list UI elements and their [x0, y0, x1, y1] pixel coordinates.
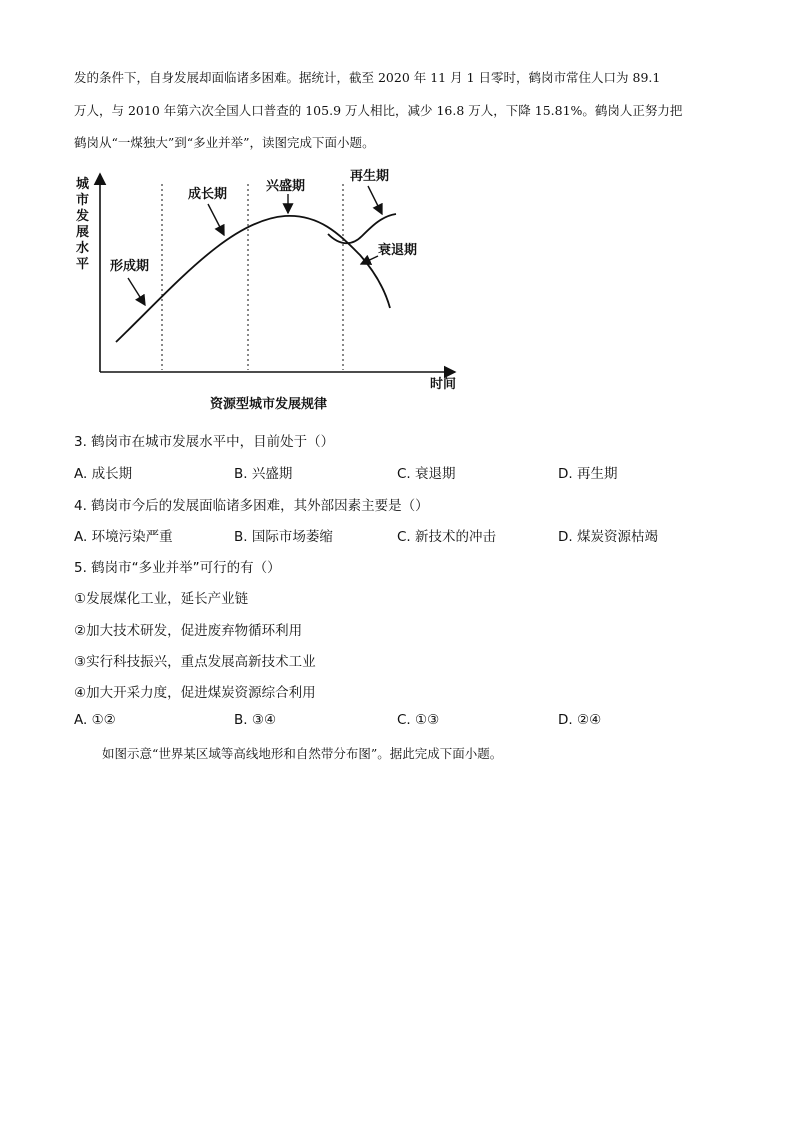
y-axis-label-4: 展	[76, 225, 90, 240]
question-3-option-d[interactable]: D. 再生期	[558, 466, 618, 482]
question-4-stem: 4. 鹤岗市今后的发展面临诸多困难，其外部因素主要是（）	[74, 498, 429, 514]
question-4-option-a[interactable]: A. 环境污染严重	[74, 529, 173, 545]
question-5-option-d[interactable]: D. ②④	[558, 712, 602, 728]
label-formation: 形成期	[110, 259, 150, 274]
regeneration-curve	[328, 214, 396, 243]
question-4-option-b[interactable]: B. 国际市场萎缩	[234, 529, 333, 545]
y-axis-label-5: 水	[76, 241, 90, 256]
intro-line-3: 鹤岗从“一煤独大”到“多业并举”，读图完成下面小题。	[74, 135, 375, 150]
y-axis-label-6: 平	[76, 257, 90, 272]
intro-line-1: 发的条件下，自身发展却面临诸多困难。据统计，截至 2020 年 11 月 1 日零时，鹤岗市常住人口为 89.1	[74, 70, 661, 85]
y-axis-label-3: 发	[76, 209, 90, 224]
question-3-stem: 3. 鹤岗市在城市发展水平中，目前处于（）	[74, 434, 335, 450]
question-5-option-b[interactable]: B. ③④	[234, 712, 277, 728]
question-5-statement-4: ④加大开采力度，促进煤炭资源综合利用	[74, 685, 316, 701]
arrow-formation	[128, 278, 145, 305]
figure-caption: 资源型城市发展规律	[210, 397, 328, 412]
development-diagram	[0, 0, 794, 420]
question-5-option-c[interactable]: C. ①③	[397, 712, 440, 728]
question-4-option-c[interactable]: C. 新技术的冲击	[397, 529, 497, 545]
question-5-statement-3: ③实行科技振兴，重点发展高新技术工业	[74, 654, 316, 670]
question-3-option-c[interactable]: C. 衰退期	[397, 466, 456, 482]
y-axis-label-1: 城	[76, 177, 90, 192]
label-growth: 成长期	[188, 187, 228, 202]
arrow-regeneration	[368, 186, 382, 214]
question-3-option-b[interactable]: B. 兴盛期	[234, 466, 293, 482]
question-4-option-d[interactable]: D. 煤炭资源枯竭	[558, 529, 658, 545]
label-decline: 衰退期	[378, 243, 418, 258]
arrow-growth	[208, 204, 224, 235]
question-5-stem: 5. 鹤岗市“多业并举”可行的有（）	[74, 560, 281, 576]
question-5-statement-2: ②加大技术研发，促进废弃物循环利用	[74, 623, 303, 639]
label-prosperity: 兴盛期	[266, 179, 306, 194]
y-axis-label-2: 市	[76, 193, 90, 208]
label-regeneration: 再生期	[350, 169, 390, 184]
development-curve	[116, 216, 390, 342]
question-3-option-a[interactable]: A. 成长期	[74, 466, 133, 482]
next-section-intro: 如图示意“世界某区域等高线地形和自然带分布图”。据此完成下面小题。	[102, 746, 503, 761]
question-5-statement-1: ①发展煤化工业，延长产业链	[74, 591, 249, 607]
intro-line-2: 万人，与 2010 年第六次全国人口普查的 105.9 万人相比，减少 16.8 万人，下降 15.81%。鹤岗人正努力把	[74, 103, 683, 118]
x-axis-label: 时间	[430, 377, 457, 392]
question-5-option-a[interactable]: A. ①②	[74, 712, 116, 728]
